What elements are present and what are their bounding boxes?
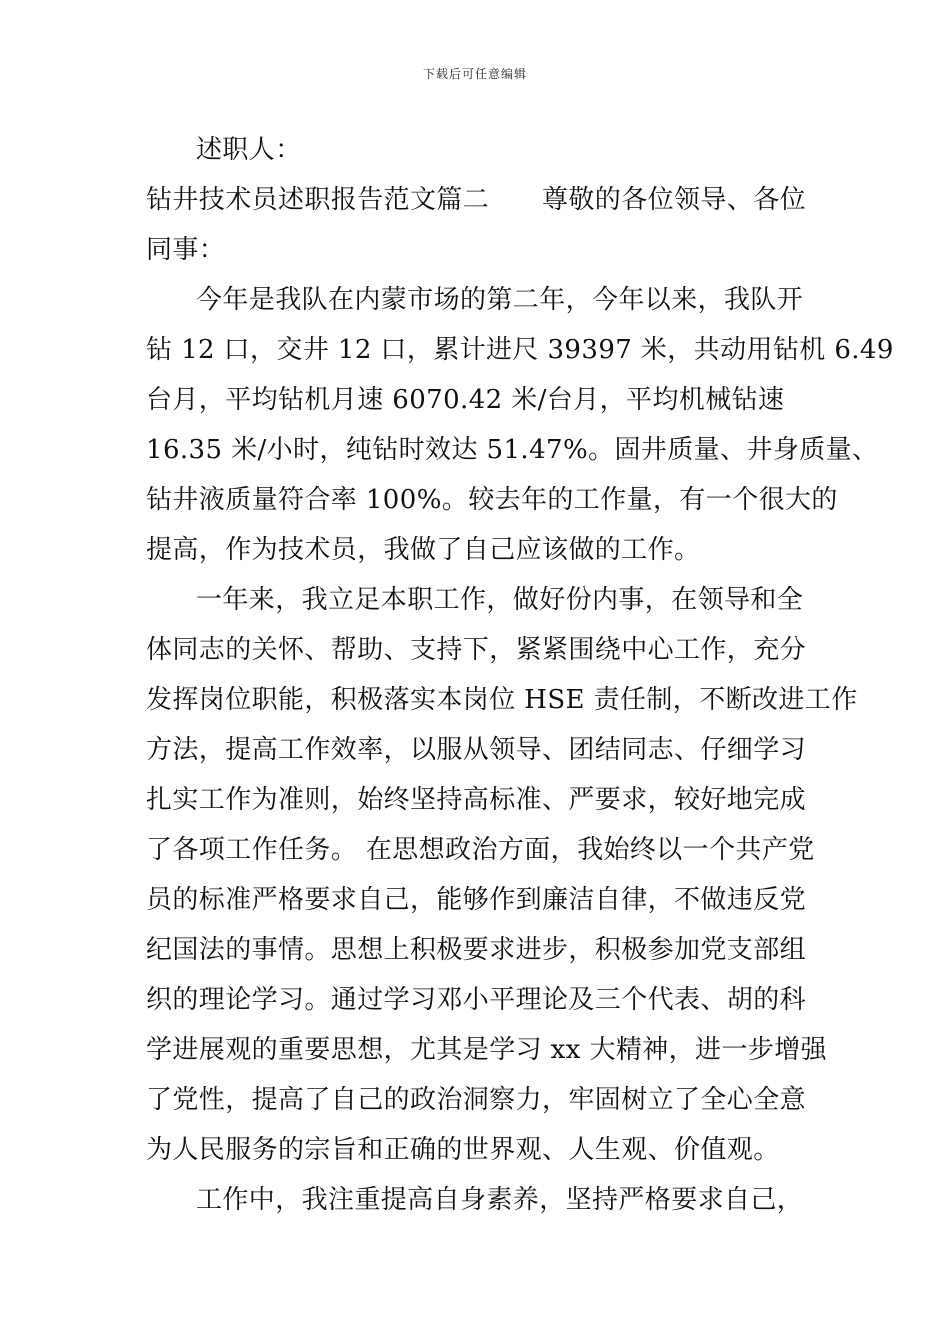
page-header: 下载后可任意编辑: [422, 67, 527, 81]
text-line: 了各项工作任务。 在思想政治方面，我始终以一个共产党: [146, 835, 815, 865]
text-line: 工作中，我注重提高自身素养，坚持严格要求自己，: [196, 1185, 804, 1215]
text-line: 提高，作为技术员，我做了自己应该做的工作。: [146, 535, 701, 565]
text-line: 扎实工作为准则，始终坚持高标准、严要求，较好地完成: [146, 785, 807, 815]
text-line: 钻 12 口，交井 12 口，累计进尺 39397 米，共动用钻机 6.49: [146, 335, 894, 365]
text-line: 方法，提高工作效率，以服从领导、团结同志、仔细学习: [146, 735, 807, 765]
text-line: 同事：: [146, 235, 226, 265]
text-line: 了党性，提高了自己的政治洞察力，牢固树立了全心全意: [146, 1085, 807, 1115]
text-line: 钻井技术员述职报告范文篇二 尊敬的各位领导、各位: [146, 185, 807, 215]
text-line: 为人民服务的宗旨和正确的世界观、人生观、价值观。: [146, 1135, 780, 1165]
text-line: 今年是我队在内蒙市场的第二年，今年以来，我队开: [196, 285, 804, 315]
text-line: 述职人：: [196, 135, 302, 165]
text-line: 台月，平均钻机月速 6070.42 米/台月，平均机械钻速: [146, 385, 785, 415]
text-line: 员的标准严格要求自己，能够作到廉洁自律，不做违反党: [146, 885, 807, 915]
text-line: 一年来，我立足本职工作，做好份内事，在领导和全: [196, 585, 804, 615]
text-line: 织的理论学习。通过学习邓小平理论及三个代表、胡的科: [146, 985, 807, 1015]
text-line: 发挥岗位职能，积极落实本岗位 HSE 责任制，不断改进工作: [146, 685, 858, 715]
text-line: 纪国法的事情。思想上积极要求进步，积极参加党支部组: [146, 935, 807, 965]
text-line: 体同志的关怀、帮助、支持下，紧紧围绕中心工作，充分: [146, 635, 807, 665]
text-line: 学进展观的重要思想，尤其是学习 xx 大精神，进一步增强: [146, 1035, 828, 1065]
text-line: 钻井液质量符合率 100%。较去年的工作量，有一个很大的: [146, 485, 838, 515]
text-line: 16.35 米/小时，纯钻时效达 51.47%。固井质量、井身质量、: [146, 435, 879, 465]
